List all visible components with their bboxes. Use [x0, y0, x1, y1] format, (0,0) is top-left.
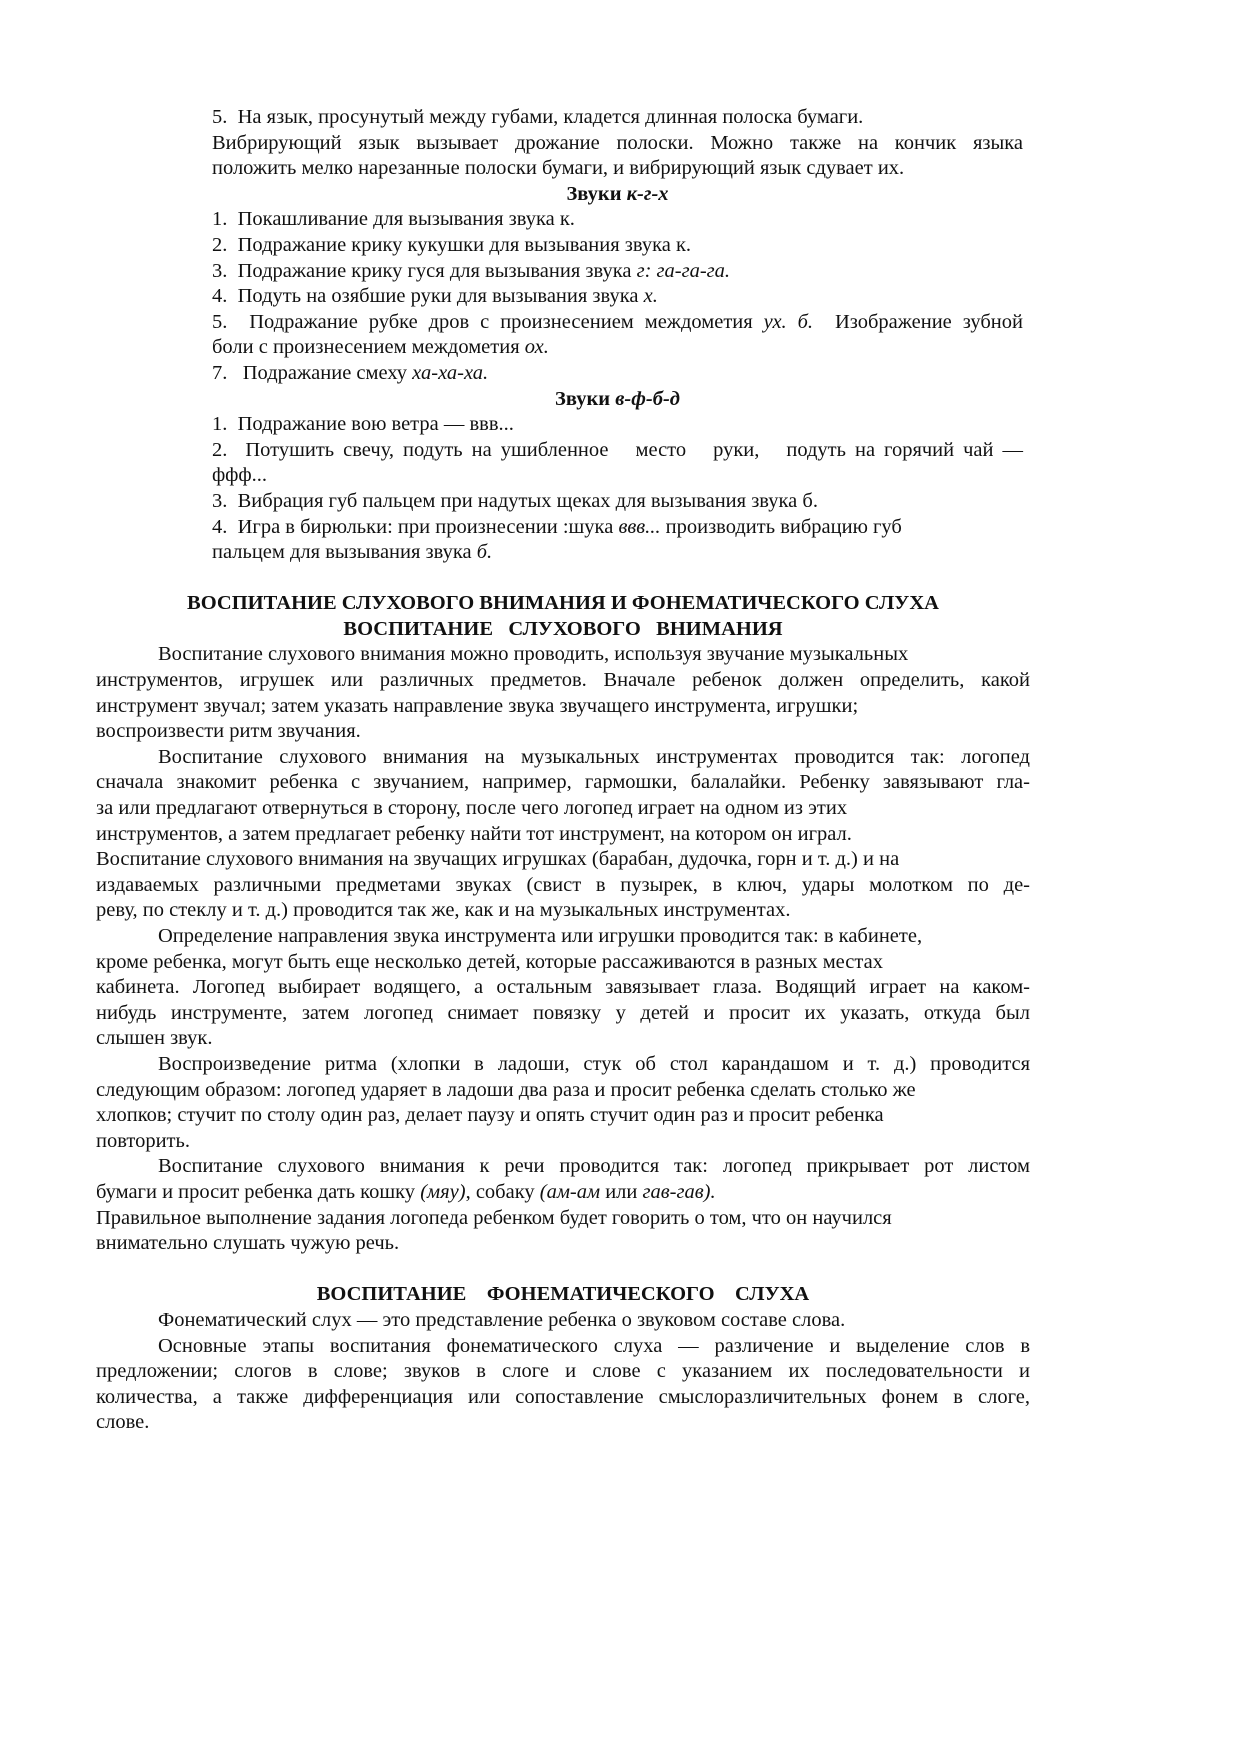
- text-segment: 7. Подражание смеху: [212, 361, 413, 384]
- text-segment: инструмент звучал; затем указать направление звука звучащего инструмента, игрушки;: [96, 694, 859, 717]
- text-line: [96, 950, 1030, 976]
- text-line: [212, 105, 1023, 131]
- section-heading: [96, 1282, 1030, 1308]
- text-segment: Правильное выполнение задания логопеда ребенком будет говорить о том, что он научился: [96, 1206, 892, 1229]
- text-segment: 4. Игра в бирюльки: при произнесении :шука: [212, 515, 619, 538]
- italic-text: ох.: [524, 336, 549, 359]
- text-segment: 5. Подражание рубке дров с произнесением междометия: [212, 310, 764, 333]
- text-line: [212, 412, 1023, 438]
- text-segment: Воспитание слухового внимания можно проводить, используя звучание музыкальных: [158, 643, 909, 666]
- text-line: [96, 1385, 1030, 1411]
- italic-text: к-г-х: [626, 182, 669, 205]
- text-segment: Воспитание слухового внимания на музыкальных инструментах проводится так: логопед: [158, 745, 1030, 768]
- text-segment: повторить.: [96, 1129, 190, 1152]
- section-heading: [96, 617, 1030, 643]
- text-line: [212, 361, 1023, 387]
- text-line: [96, 1052, 1030, 1078]
- italic-text: г: га-га-га.: [636, 259, 731, 282]
- text-segment: Воспроизведение ритма (хлопки в ладоши, стук об стол карандашом и т. д.) проводится: [158, 1052, 1030, 1075]
- text-segment: Воспитание слухового внимания к речи проводится так: логопед прикрывает рот листом: [158, 1155, 1030, 1178]
- text-line: [212, 540, 1023, 566]
- text-segment: следующим образом: логопед ударяет в ладоши два раза и просит ребенка сделать столько же: [96, 1078, 916, 1101]
- text-segment: ВОСПИТАНИЕ СЛУХОВОГО ВНИМАНИЯ И ФОНЕМАТИЧЕСКОГО СЛУХА: [187, 592, 939, 615]
- text-segment: слышен звук.: [96, 1027, 213, 1050]
- text-line: [96, 1359, 1030, 1385]
- text-segment: 2. Подражание крику кукушки для вызывания звука к.: [212, 233, 692, 256]
- text-segment: ффф...: [212, 464, 267, 487]
- italic-text: ха-ха-ха.: [412, 361, 489, 384]
- text-line: [96, 1180, 1030, 1206]
- text-line: [212, 335, 1023, 361]
- text-segment: кроме ребенка, могут быть еще несколько детей, которые рассаживаются в разных местах: [96, 950, 883, 973]
- text-line: [96, 975, 1030, 1001]
- text-line: [96, 898, 1030, 924]
- text-line: [212, 131, 1023, 157]
- section-heading: [96, 591, 1030, 617]
- text-line: [96, 1206, 1030, 1232]
- italic-text: ввв...: [618, 515, 661, 538]
- text-line: [96, 1334, 1030, 1360]
- text-segment: 3. Вибрация губ пальцем при надутых щеках для вызывания звука б.: [212, 489, 818, 512]
- text-line: [96, 924, 1030, 950]
- text-segment: ВОСПИТАНИЕ ФОНЕМАТИЧЕСКОГО СЛУХА: [316, 1283, 810, 1306]
- text-segment: хлопков; стучит по столу один раз, делает паузу и опять стучит один раз и просит ребенка: [96, 1104, 884, 1127]
- text-segment: ВОСПИТАНИЕ СЛУХОВОГО ВНИМАНИЯ: [343, 617, 783, 640]
- text-line: [212, 489, 1023, 515]
- text-segment: издаваемых различными предметами звуках (свист в пузырек, в ключ, удары молотком по де-: [96, 873, 1030, 896]
- text-line: [212, 438, 1023, 464]
- text-line: [212, 463, 1023, 489]
- text-segment: пальцем для вызывания звука: [212, 541, 477, 564]
- text-segment: 1. Подражание вою ветра — ввв...: [212, 413, 514, 436]
- text-line: [96, 1026, 1030, 1052]
- section-heading: [212, 182, 1023, 208]
- text-line: [96, 1103, 1030, 1129]
- text-line: [96, 1231, 1030, 1257]
- text-line: [96, 822, 1030, 848]
- italic-text: ух. б.: [763, 310, 814, 333]
- text-line: [96, 847, 1030, 873]
- text-line: [212, 310, 1023, 336]
- text-segment: бумаги и просит ребенка дать кошку: [96, 1180, 421, 1203]
- text-segment: , собаку: [465, 1180, 540, 1203]
- text-line: [96, 1308, 1030, 1334]
- text-line: [212, 259, 1023, 285]
- text-line: [96, 770, 1030, 796]
- text-segment: за или предлагают отвернуться в сторону, после чего логопед играет на одном из этих: [96, 797, 848, 820]
- text-segment: Вибрирующий язык вызывает дрожание полоски. Можно также на кончик языка: [212, 131, 1023, 154]
- section-heading: [212, 387, 1023, 413]
- text-segment: реву, по стеклу и т. д.) проводится так же, как и на музыкальных инструментах.: [96, 899, 791, 922]
- italic-text: б.: [476, 541, 493, 564]
- italic-text: х.: [643, 285, 658, 308]
- text-segment: инструментов, а затем предлагает ребенку найти тот инструмент, на котором он играл.: [96, 822, 852, 845]
- text-line: [96, 745, 1030, 771]
- text-line: [96, 1129, 1030, 1155]
- italic-text: гав-гав).: [642, 1180, 716, 1203]
- text-segment: Звуки: [566, 182, 627, 205]
- text-segment: внимательно слушать чужую речь.: [96, 1232, 400, 1255]
- text-segment: 2. Потушить свечу, подуть на ушибленное место руки, подуть на горячий чай —: [212, 438, 1023, 461]
- text-line: [212, 207, 1023, 233]
- text-line: [96, 668, 1030, 694]
- text-segment: 3. Подражание крику гуся для вызывания звука: [212, 259, 637, 282]
- text-line: [212, 156, 1023, 182]
- text-segment: предложении; слогов в слове; звуков в слоге и слове с указанием их последовательности и: [96, 1360, 1030, 1383]
- text-segment: положить мелко нарезанные полоски бумаги, и вибрирующий язык сдувает их.: [212, 157, 905, 180]
- text-segment: слове.: [96, 1411, 150, 1434]
- text-line: [96, 719, 1030, 745]
- text-line: [212, 233, 1023, 259]
- text-segment: 4. Подуть на озябшие руки для вызывания звука: [212, 285, 644, 308]
- document-page: [0, 105, 1241, 1436]
- text-segment: Основные этапы воспитания фонематического слуха — различение и выделение слов в: [158, 1334, 1030, 1357]
- text-segment: или: [600, 1180, 643, 1203]
- text-segment: инструментов, игрушек или различных предметов. Вначале ребенок должен определить, какой: [96, 669, 1030, 692]
- text-line: [96, 1410, 1030, 1436]
- text-segment: воспроизвести ритм звучания.: [96, 720, 361, 743]
- text-segment: Изображение зубной: [813, 310, 1023, 333]
- text-line: [96, 1001, 1030, 1027]
- text-line: [96, 694, 1030, 720]
- text-segment: 5. На язык, просунутый между губами, кладется длинная полоска бумаги.: [212, 106, 864, 128]
- text-line: [96, 1154, 1030, 1180]
- text-segment: Звуки: [555, 387, 616, 410]
- text-line: [96, 873, 1030, 899]
- text-line: [96, 642, 1030, 668]
- italic-text: в-ф-б-д: [615, 387, 680, 410]
- text-segment: 1. Покашливание для вызывания звука к.: [212, 208, 575, 231]
- text-segment: Определение направления звука инструмента или игрушки проводится так: в кабинете,: [158, 925, 923, 947]
- text-segment: сначала знакомит ребенка с звучанием, например, гармошки, балалайки. Ребенку завязывают гла-: [96, 771, 1030, 794]
- italic-text: (мяу): [420, 1180, 466, 1203]
- text-line: [96, 1078, 1030, 1104]
- text-line: [212, 515, 1023, 541]
- text-segment: боли с произнесением междометия: [212, 336, 525, 359]
- text-segment: нибудь инструменте, затем логопед снимает повязку у детей и просит их указать, откуда был: [96, 1001, 1030, 1024]
- text-segment: производить вибрацию губ: [660, 515, 902, 538]
- text-line: [96, 796, 1030, 822]
- text-segment: количества, а также дифференциация или сопоставление смыслоразличительных фонем в слоге,: [96, 1385, 1030, 1408]
- text-segment: кабинета. Логопед выбирает водящего, а остальным завязывает глаза. Водящий играет на каком-: [96, 976, 1030, 999]
- text-segment: Фонематический слух — это представление ребенка о звуковом составе слова.: [158, 1308, 846, 1331]
- text-segment: Воспитание слухового внимания на звучащих игрушках (барабан, дудочка, горн и т. д.) и на: [96, 848, 900, 871]
- italic-text: (ам-ам: [539, 1180, 601, 1203]
- text-line: [212, 284, 1023, 310]
